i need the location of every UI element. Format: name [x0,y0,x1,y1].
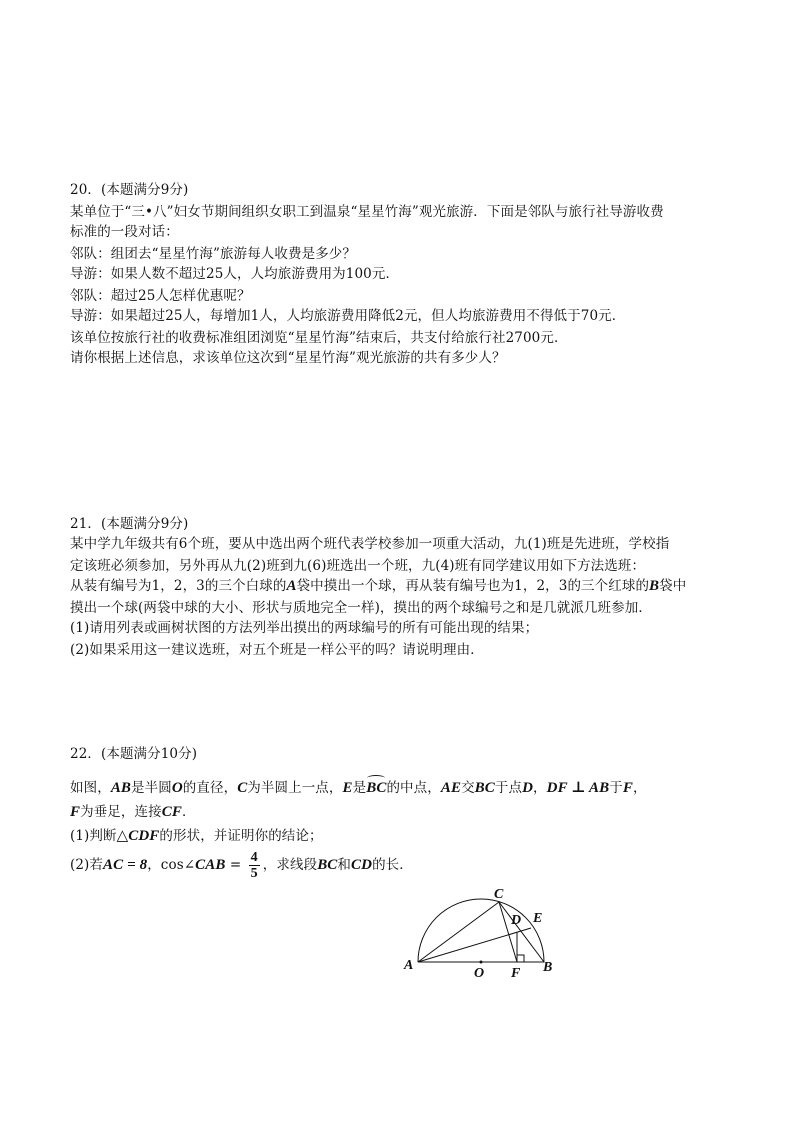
q20-line-6: 导游：如果超过25人，每增加1人，人均旅游费用降低2元，但人均旅游费用不得低于70元． [70,308,626,324]
q21-line-2: 定该班必须参加，另外再从九(2)班到九(6)班选出一个班，九(4)班有同学建议用如下方法选班： [70,558,646,574]
q20-line-2: 标准的一段对话： [70,224,179,240]
q20-line-3: 邻队：组团去“星星竹海”旅游每人收费是多少？ [70,246,357,262]
q22-line-3: (1)判断△CDF的形状，并证明你的结论； [70,828,323,844]
q20-line-4: 导游：如果人数不超过25人，人均旅游费用为100元． [70,266,400,282]
q20-header: 20．(本题满分9分) [70,182,189,198]
line-cf [499,902,517,962]
label-c: C [494,887,504,902]
q22-line-1: 如图，AB是半圆O的直径，C为半圆上一点，E是BC的中点，AE交BC于点D，DF ⊥ AB于F， [70,780,647,796]
line-ae [418,928,531,962]
q21-header: 21．(本题满分9分) [70,516,189,532]
q20-line-8: 请你根据上述信息，求该单位这次到“星星竹海”观光旅游的共有多少人？ [70,350,506,366]
q21-line-4: 摸出一个球(两袋中球的大小、形状与质地完全一样)，摸出的两个球编号之和是几就派几班参加． [70,600,652,616]
label-b: B [543,960,553,975]
q21-line-1: 某中学九年级共有6个班，要从中选出两个班代表学校参加一项重大活动，九(1)班是先进班，学校指 [70,536,670,552]
bag-b-label: B [649,578,660,594]
chord-ac [418,902,499,962]
q22-line-4: (2)若AC = 8，cos∠CAB = $\frac{4}{5}$ ，求线段BC和CD的长． [70,850,413,881]
q21-line-5: (1)请用列表或画树状图的方法列举出摸出的两球编号的所有可能出现的结果； [70,620,539,636]
q21-line-3: 从装有编号为1，2，3的三个白球的A袋中摸出一个球，再从装有编号也为1，2，3的三个红球的B袋中 [70,578,687,594]
q20-line-5: 邻队：超过25人怎样优惠呢？ [70,288,251,304]
arc-bc: BC [366,780,387,796]
label-d: D [511,913,522,928]
label-o: O [474,966,485,981]
q21-line-6: (2)如果采用这一建议选班，对五个班是一样公平的吗？请说明理由． [70,642,484,658]
label-e: E [533,911,543,926]
q22-line-2: F为垂足，连接CF． [70,804,196,820]
q20-line-1: 某单位于“三•八”妇女节期间组织女职工到温泉“星星竹海”观光旅游．下面是邻队与旅行社导游收费 [70,204,664,220]
label-a: A [404,958,414,973]
label-f: F [511,966,521,981]
semicircle-figure [400,884,580,984]
center-point-o [480,961,483,964]
right-angle-mark [517,955,524,962]
semicircle-arc [418,899,544,962]
q20-line-7: 该单位按旅行社的收费标准组团浏览“星星竹海”结束后，共支付给旅行社2700元． [70,330,568,346]
bag-a-label: A [286,578,297,594]
fraction-four-fifths: $\frac{4}{5}$ [250,850,258,881]
q22-header: 22．(本题满分10分) [70,746,198,762]
